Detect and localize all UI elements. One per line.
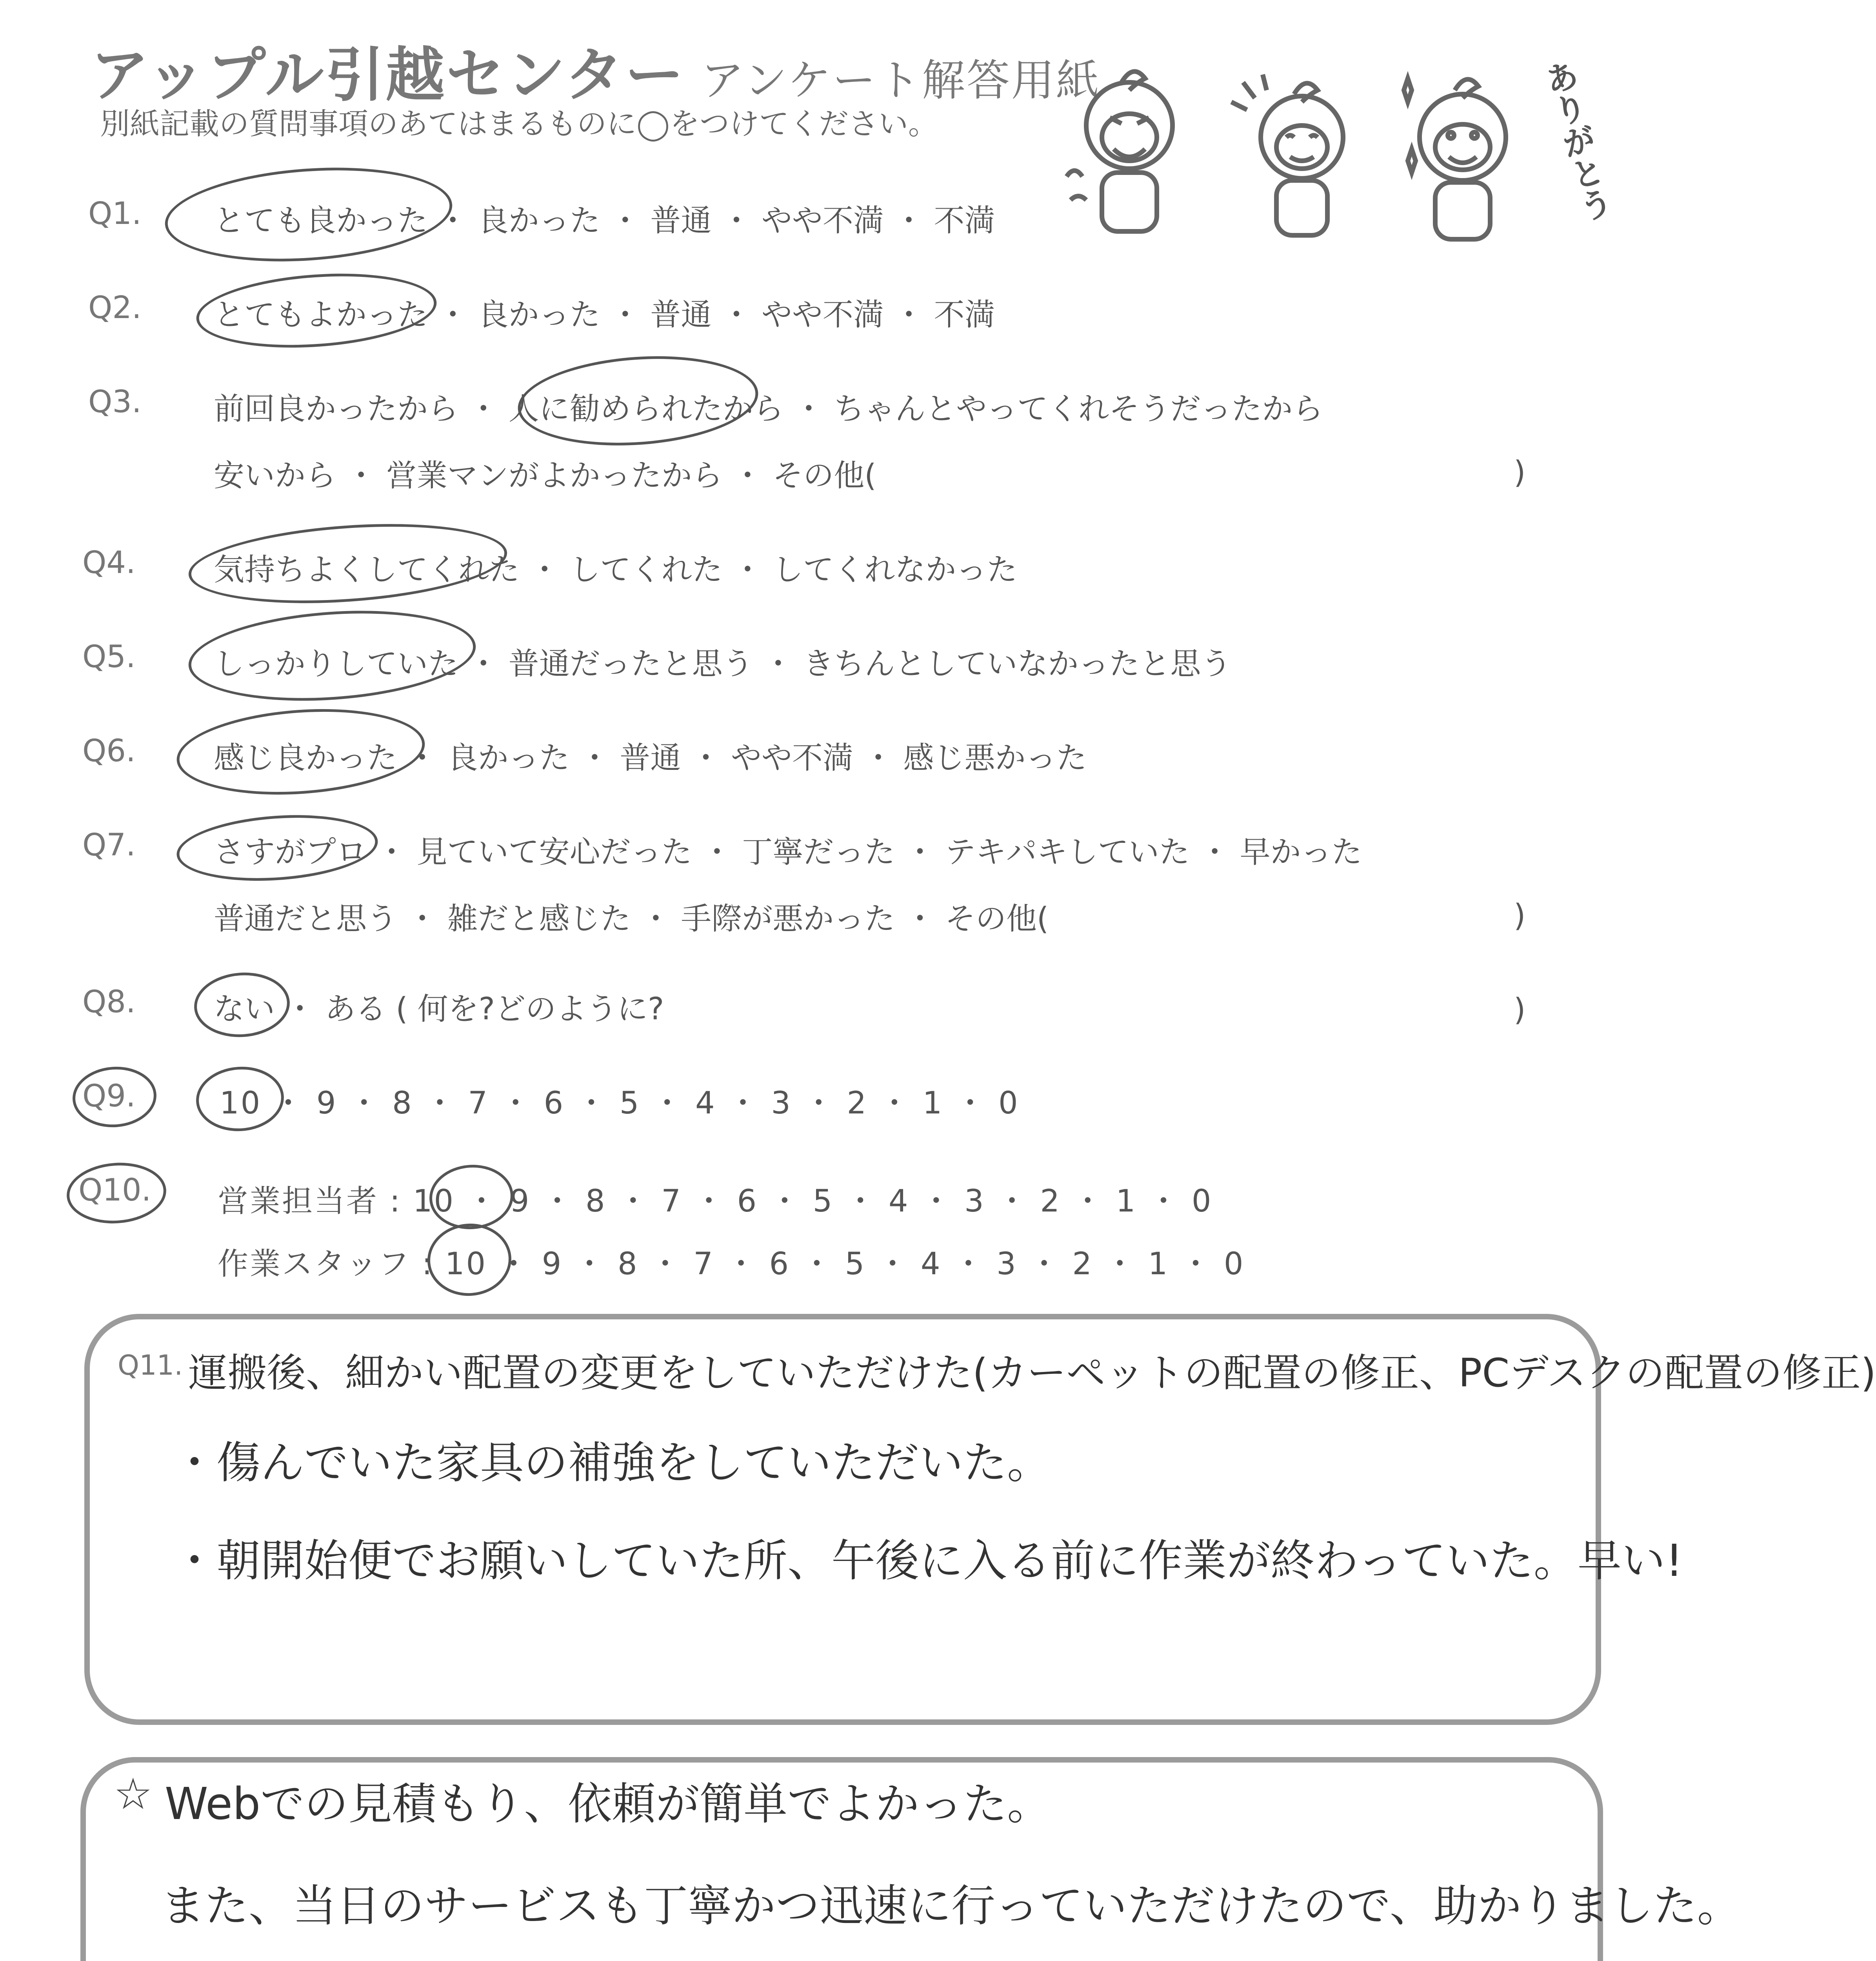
option[interactable]: テキパキしていた [945,835,1190,870]
rating-option[interactable]: 7 [693,1246,714,1282]
company-name: アップル引越センター [90,41,685,109]
close-paren: ) [1514,992,1526,1028]
option[interactable]: その他( [945,901,1049,937]
answer-circle [192,970,292,1041]
rating-option[interactable]: 6 [737,1184,758,1219]
rating-option[interactable]: 0 [998,1086,1020,1121]
question-number: Q2. [88,290,142,326]
option[interactable]: やや不満 [731,740,853,776]
thanks-text: ありがとう [1536,56,1616,226]
handwritten-line: Webでの見積もり、依頼が簡単でよかった。 [165,1779,1051,1830]
star-icon: ☆ [114,1769,153,1819]
question-number: Q6. [82,733,136,769]
option[interactable]: 見ていて安心だった [416,835,692,870]
form-subtitle: アンケート解答用紙 [701,55,1101,106]
option[interactable]: 感じ良かった [214,740,398,776]
option[interactable]: 前回良かったから [214,391,459,427]
rating-option[interactable]: 5 [813,1184,834,1219]
question-number: Q3. [88,384,142,420]
rating-option[interactable]: 4 [695,1086,716,1121]
option[interactable]: 良かった [447,740,570,776]
answer-circle [194,266,439,355]
rating-option[interactable]: 1 [1116,1184,1137,1219]
rating-option[interactable]: 2 [1072,1246,1094,1282]
option[interactable]: 不満 [934,297,995,333]
option[interactable]: 人に勧められたから [508,391,784,427]
page-title [90,27,1101,112]
rating-row: 作業スタッフ : 10 ・ 9 ・ 8 ・ 7 ・ 6 ・ 5 ・ 4 ・ 3 ・ 2 ・ 1 ・ 0 [218,1246,1245,1282]
question-options: 感じ良かった ・ 良かった ・ 普通 ・ やや不満 ・ 感じ悪かった [214,740,1087,776]
rating-option[interactable]: 7 [468,1086,489,1121]
rating-row: 営業担当者 : 10 ・ 9 ・ 8 ・ 7 ・ 6 ・ 5 ・ 4 ・ 3 ・ 2 ・ 1 ・ 0 [218,1184,1213,1219]
answer-circle [185,602,479,710]
question-number: Q9. [82,1079,136,1114]
answer-circle [194,1064,286,1134]
question-options: とてもよかった ・ 良かった ・ 普通 ・ やや不満 ・ 不満 [214,297,995,333]
rating-option[interactable]: 3 [964,1184,985,1219]
question-options: 普通だと思う ・ 雑だと感じた ・ 手際が悪かった ・ その他( [214,901,1049,937]
option[interactable]: きちんとしていなかったと思う [803,646,1232,682]
answer-circle [175,809,380,887]
question-options: 前回良かったから ・ 人に勧められたから ・ ちゃんとやってくれそうだったから [214,391,1323,427]
option[interactable]: 雑だと感じた [447,901,631,937]
answer-circle [71,1064,158,1130]
option[interactable]: やや不満 [761,203,884,238]
rating-option[interactable]: 10 [413,1184,455,1219]
question-number: Q7. [82,828,136,863]
option[interactable]: してくれた [569,552,723,588]
rating-option[interactable]: 9 [509,1184,531,1219]
option[interactable]: さすがプロ [214,835,367,870]
rating-option[interactable]: 0 [1191,1184,1213,1219]
rating-option[interactable]: 5 [845,1246,866,1282]
option[interactable]: 普通 [650,297,712,333]
option[interactable]: とてもよかった [214,297,428,333]
rating-option[interactable]: 8 [392,1086,413,1121]
option[interactable]: 普通 [620,740,681,776]
option[interactable]: ある ( 何を?どのように? [325,991,664,1027]
option[interactable]: 普通だと思う [214,901,398,937]
option[interactable]: やや不満 [761,297,884,333]
option[interactable]: 手際が悪かった [681,901,895,937]
rating-option[interactable]: 8 [585,1184,607,1219]
question-number: Q1. [88,196,142,231]
rating-option[interactable]: 10 [445,1246,487,1282]
option[interactable]: 安いから [214,458,336,493]
rating-option[interactable]: 2 [1040,1184,1062,1219]
option[interactable]: してくれなかった [773,552,1018,588]
option[interactable]: その他( [773,458,876,493]
answer-circle [425,1221,514,1299]
close-paren: ) [1514,898,1526,933]
rating-scale: 10 ・ 9 ・ 8 ・ 7 ・ 6 ・ 5 ・ 4 ・ 3 ・ 2 ・ 1 ・ 0 [220,1086,1020,1121]
rating-option[interactable]: 4 [888,1184,910,1219]
question-options: さすがプロ ・ 見ていて安心だった ・ 丁寧だった ・ テキパキしていた ・ 早かった [214,835,1362,870]
handwritten-line: また、当日のサービスも丁寧かつ迅速に行っていただけたので、助かりました。 [161,1881,1741,1932]
question-options: とても良かった ・ 良かった ・ 普通 ・ やや不満 ・ 不満 [214,203,995,238]
handwritten-line: ・朝開始便でお願いしていた所、午後に入る前に作業が終わっていた。早い! [173,1535,1683,1586]
rating-option[interactable]: 0 [1223,1246,1245,1282]
option[interactable]: 感じ悪かった [903,740,1087,776]
option[interactable]: ちゃんとやってくれそうだったから [834,391,1323,427]
option[interactable]: 丁寧だった [742,835,895,870]
rating-option[interactable]: 6 [769,1246,791,1282]
rating-option[interactable]: 9 [316,1086,338,1121]
option[interactable]: ない [214,991,275,1027]
rating-option[interactable]: 2 [847,1086,868,1121]
option[interactable]: とても良かった [214,203,428,238]
option[interactable]: しっかりしていた [214,646,459,682]
question-number: Q4. [82,545,136,580]
rating-option[interactable]: 1 [1148,1246,1169,1282]
answer-circle [515,349,761,453]
answer-circle [162,159,456,271]
option[interactable]: 不満 [934,203,995,238]
option[interactable]: 良かった [478,297,600,333]
rating-option[interactable]: 10 [220,1086,262,1121]
rating-option[interactable]: 1 [922,1086,944,1121]
close-paren: ) [1514,455,1526,490]
question-number: Q10. [78,1173,151,1208]
rating-option[interactable]: 8 [617,1246,639,1282]
option[interactable]: 普通 [650,203,712,238]
question-number: Q11. [118,1349,183,1381]
question-options: ない ・ ある ( 何を?どのように? [214,991,664,1027]
question-options: しっかりしていた ・ 普通だったと思う ・ きちんとしていなかったと思う [214,646,1232,682]
rating-option[interactable]: 9 [542,1246,563,1282]
handwritten-line: ・傷んでいた家具の補強をしていただいた。 [173,1437,1051,1488]
rating-option[interactable]: 3 [996,1246,1018,1282]
instructions: 別紙記載の質問事項のあてはまるものに◯をつけてください。 [100,106,938,141]
rating-option[interactable]: 7 [661,1184,682,1219]
rating-option[interactable]: 6 [544,1086,565,1121]
question-number: Q8. [82,984,136,1020]
monkey-mascot-icon [1059,59,1584,247]
question-options: 気持ちよくしてくれた ・ してくれた ・ してくれなかった [214,552,1018,588]
option[interactable]: 普通だったと思う [508,646,753,682]
rating-option[interactable]: 3 [771,1086,792,1121]
question-options: 安いから ・ 営業マンがよかったから ・ その他( [214,458,876,493]
option[interactable]: 営業マンがよかったから [386,458,723,493]
rating-row-label: 営業担当者 : [218,1184,402,1219]
rating-row-label: 作業スタッフ : [218,1246,434,1282]
handwritten-line: 運搬後、細かい配置の変更をしていただけた(カーペットの配置の修正、PCデスクの配置の修正) [188,1350,1876,1396]
option[interactable]: 早かった [1240,835,1362,870]
answer-circle [186,515,510,613]
answer-circle [174,701,427,802]
answer-circle [427,1162,516,1232]
question-number: Q5. [82,639,136,675]
answer-circle [65,1159,168,1226]
option[interactable]: 良かった [478,203,600,238]
rating-option[interactable]: 4 [920,1246,942,1282]
rating-option[interactable]: 5 [619,1086,641,1121]
option[interactable]: 気持ちよくしてくれた [214,552,520,588]
